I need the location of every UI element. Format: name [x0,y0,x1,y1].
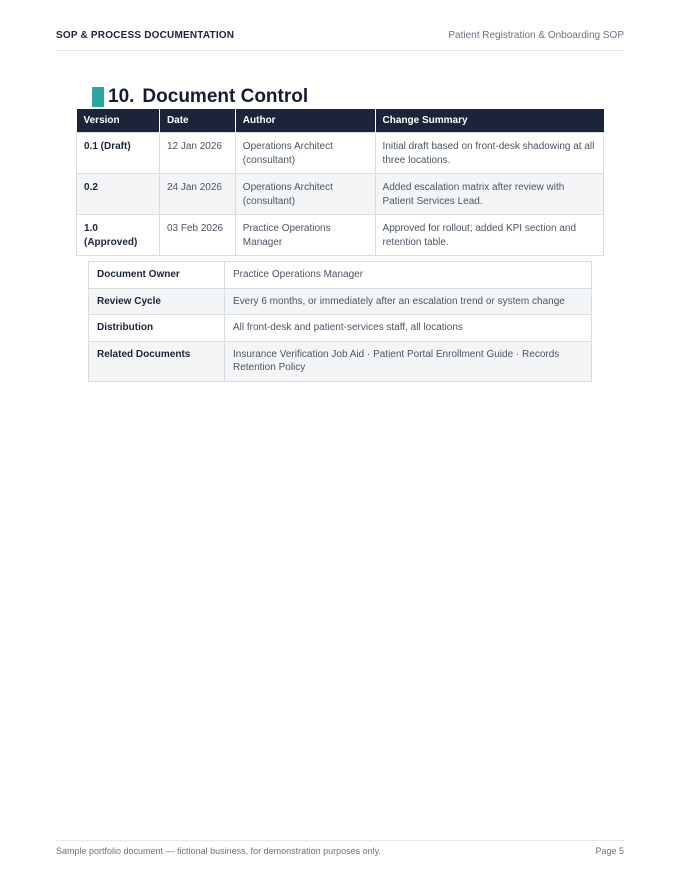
section-number: 10. [108,86,135,107]
page-footer [56,840,624,856]
header-doc-category: SOP & PROCESS DOCUMENTATION [56,30,235,41]
version-cell: 0.1 (Draft) [77,133,160,174]
author-cell: Operations Architect (consultant) [235,174,375,215]
table-row [77,174,604,215]
metadata-value: Practice Operations Manager [225,262,592,289]
section-accent-bar [92,87,104,107]
footer-disclaimer: Sample portfolio document — fictional business, for demonstration purposes only. [56,846,382,856]
metadata-row [89,341,592,381]
document-metadata-table [88,261,592,382]
column-header-version: Version [77,109,160,133]
summary-cell: Approved for rollout; added KPI section and retention table. [375,215,603,256]
column-header-author: Author [235,109,375,133]
metadata-key: Distribution [89,315,225,342]
metadata-value: Every 6 months, or immediately after an escalation trend or system change [225,288,592,315]
metadata-key: Document Owner [89,262,225,289]
author-cell: Operations Architect (consultant) [235,133,375,174]
version-cell: 1.0 (Approved) [77,215,160,256]
version-history-table [76,109,604,256]
metadata-value: All front-desk and patient-services staff, all locations [225,315,592,342]
section-heading [92,86,308,108]
date-cell: 03 Feb 2026 [159,215,235,256]
table-row [77,133,604,174]
date-cell: 12 Jan 2026 [159,133,235,174]
metadata-row [89,315,592,342]
table-header-row [77,109,604,133]
table-row [77,215,604,256]
column-header-change-summary: Change Summary [375,109,603,133]
metadata-value: Insurance Verification Job Aid · Patient Portal Enrollment Guide · Records Retention Policy [225,341,592,381]
metadata-key: Related Documents [89,341,225,381]
author-cell: Practice Operations Manager [235,215,375,256]
section-title: Document Control [142,86,309,107]
version-cell: 0.2 [77,174,160,215]
metadata-row [89,262,592,289]
page-header [56,30,624,51]
metadata-key: Review Cycle [89,288,225,315]
summary-cell: Initial draft based on front-desk shadowing at all three locations. [375,133,603,174]
date-cell: 24 Jan 2026 [159,174,235,215]
summary-cell: Added escalation matrix after review with Patient Services Lead. [375,174,603,215]
page-number: Page 5 [595,846,624,856]
header-doc-title: Patient Registration & Onboarding SOP [448,30,624,41]
column-header-date: Date [159,109,235,133]
metadata-row [89,288,592,315]
